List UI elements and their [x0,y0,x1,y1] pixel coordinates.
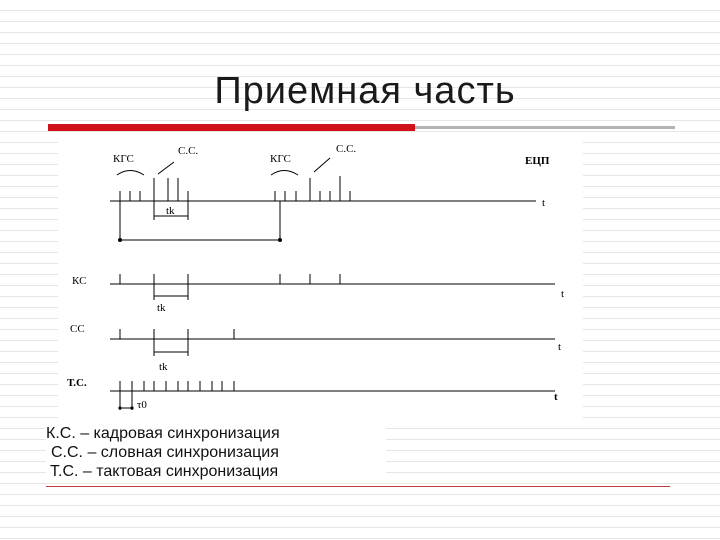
tk2-label: tk [157,302,166,314]
t0-label: τ0 [137,399,147,411]
page-title: Приемная часть [214,70,516,112]
legend [46,424,386,481]
t4-label: t [554,391,558,403]
title-underline-red [48,124,415,131]
ectsp-label: ЕЦП [525,155,550,167]
kgs1-label: КГС [113,153,134,165]
ss2-label: С.С. [336,143,357,155]
legend-item-ks: К.С. – кадровая синхронизация [46,425,280,442]
cc-label: СС [70,323,85,335]
title-underline-gray [415,126,675,129]
timing-diagram [58,138,583,423]
ss1-label: С.С. [178,145,199,157]
t1-label: t [542,197,546,209]
legend-item-ts: Т.С. – тактовая синхронизация [50,463,279,480]
ts-label: Т.С. [67,377,87,389]
footer-rule [46,486,670,487]
kgs2-label: КГС [270,153,291,165]
tk3-label: tk [159,361,168,373]
ks-label: КС [72,275,87,287]
t3-label: t [558,341,562,353]
tk1-label: tk [166,205,175,217]
legend-item-ss: С.С. – словная синхронизация [51,444,279,461]
t2-label: t [561,288,565,300]
